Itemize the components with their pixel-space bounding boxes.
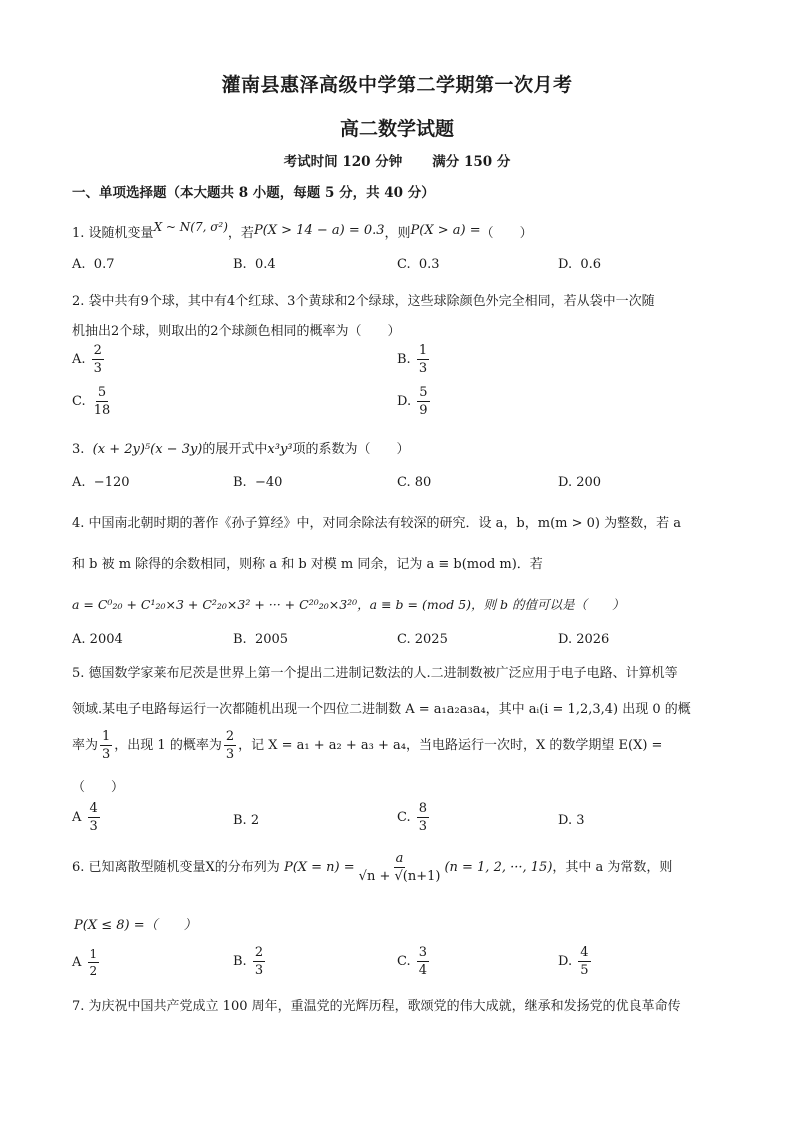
option-d: D. 2026	[558, 632, 610, 647]
math-expression: (x + 2y)⁵(x − 3y)	[92, 442, 203, 457]
question-text: 中国南北朝时期的著作《孙子算经》中，对同余除法有较深的研究．设 a，b，m(m > 0) 为整数，若 a	[88, 516, 681, 531]
section-heading: 一、单项选择题（本大题共 8 小题，每题 5 分，共 40 分）	[72, 185, 435, 201]
question-text: 德国数学家莱布尼茨是世界上第一个提出二进制记数法的人.二进制数被广泛应用于电子电路、计算机等	[88, 666, 678, 681]
math-expression: P(X > 14 − a) = 0.3	[253, 223, 385, 238]
option-d: D. 200	[558, 475, 602, 490]
math-expression: (n = 1, 2, ···, 15)	[444, 860, 553, 875]
question-text: 袋中共有9个球，其中有4个红球、3个黄球和2个绿球，这些球除颜色外完全相同，若从袋中一次随	[88, 294, 655, 309]
option-d: D. $\frac{5}{9}$	[397, 385, 428, 418]
option-b: B. $\frac{1}{3}$	[397, 343, 428, 376]
question-2: 2. 袋中共有9个球，其中有4个红球、3个黄球和2个绿球，这些球除颜色外完全相同，若从袋中一次随	[72, 294, 655, 309]
math-expression: P(X > a) =	[410, 223, 481, 238]
math-expression: P(X = n) =	[283, 860, 355, 875]
math-expression: X ~ N(7, σ²)	[153, 220, 228, 234]
option-b: B. 2	[233, 813, 260, 828]
question-text: （ ）	[480, 226, 533, 241]
question-text: 设随机变量	[88, 226, 154, 241]
option-d: D. 0.6	[558, 257, 602, 272]
question-5: 5. 德国数学家莱布尼茨是世界上第一个提出二进制记数法的人.二进制数被广泛应用于电子电路、计算机等	[72, 666, 678, 681]
option-b: B. −40	[233, 475, 283, 490]
question-3: 3. (x + 2y)⁵(x − 3y)的展开式中x³y³项的系数为（ ）	[72, 442, 410, 457]
question-4: 4. 中国南北朝时期的著作《孙子算经》中，对同余除法有较深的研究．设 a，b，m(m > 0) 为整数，若 a	[72, 516, 681, 531]
question-5-line3: 率为 $\frac{1}{3}$ ，出现 1 的概率为 $\frac{2}{3}$ ，记 X = a₁ + a₂ + a₃ + a₄，当电路运行一次时，X 的数学期望 E(X) =	[72, 729, 663, 762]
option-c: C. 80	[397, 475, 432, 490]
exam-time: 考试时间 120 分钟	[283, 154, 403, 170]
exam-score: 满分 150 分	[432, 154, 511, 170]
option-c: C. 0.3	[397, 257, 440, 272]
option-b: B. 0.4	[233, 257, 276, 272]
question-2-line2: 机抽出2个球，则取出的2个球颜色相同的概率为（ ）	[72, 324, 401, 339]
subject-title: 高二数学试题	[339, 118, 454, 140]
option-d: D. $\frac{4}{5}$	[558, 945, 589, 978]
option-a: A. $\frac{2}{3}$	[72, 343, 102, 376]
option-b: B. $\frac{2}{3}$	[233, 945, 264, 978]
option-a: A. −120	[72, 475, 130, 490]
question-text: 为庆祝中国共产党成立 100 周年，重温党的光辉历程，歌颂党的伟大成就，继承和发扬党的优良革命传	[88, 999, 681, 1014]
option-a: A. 0.7	[72, 257, 115, 272]
option-c: C. $\frac{3}{4}$	[397, 945, 428, 978]
option-d: D. 3	[558, 813, 585, 828]
question-1	[72, 222, 533, 241]
question-4-line2: 和 b 被 m 除得的余数相同，则称 a 和 b 对模 m 同余，记为 a ≡ b(mod m)．若	[72, 557, 543, 572]
option-a: A. 2004	[72, 632, 123, 647]
question-6-line2: P(X ≤ 8) =（ ）	[74, 918, 197, 933]
question-text: ，则	[384, 226, 411, 241]
option-b: B. 2005	[233, 632, 289, 647]
exam-info	[0, 150, 794, 170]
option-c: C. $\frac{8}{3}$	[397, 801, 428, 834]
math-expression: x³y³	[267, 442, 293, 457]
question-text: ，若	[227, 226, 254, 241]
option-a: A $\frac{1}{2}$	[72, 947, 98, 978]
question-4-line3: a = C⁰₂₀ + C¹₂₀×3 + C²₂₀×3² + ··· + C²⁰₂₀×3²⁰，a ≡ b = (mod 5)，则 b 的值可以是（ ）	[72, 597, 625, 612]
question-5-line4: （ ）	[72, 780, 125, 795]
question-7: 7. 为庆祝中国共产党成立 100 周年，重温党的光辉历程，歌颂党的伟大成就，继承和发扬党的优良革命传	[72, 999, 681, 1014]
question-5-line2: 领域.某电子电路每运行一次都随机出现一个四位二进制数 A = a₁a₂a₃a₄，其中 aᵢ(i = 1,2,3,4) 出现 0 的概	[72, 702, 691, 717]
option-c: C. 2025	[397, 632, 448, 647]
question-number: 1.	[72, 226, 85, 241]
option-a: A $\frac{4}{3}$	[72, 801, 98, 834]
question-6: 6. 已知离散型随机变量X的分布列为 P(X = n) = $\frac{a}{√n + √(n+1)}$ (n = 1, 2, ···, 15)，其中 a 为常数，则	[72, 851, 673, 884]
school-title: 灌南县惠泽高级中学第二学期第一次月考	[221, 74, 573, 96]
option-c: C. $\frac{5}{18}$	[72, 385, 111, 418]
